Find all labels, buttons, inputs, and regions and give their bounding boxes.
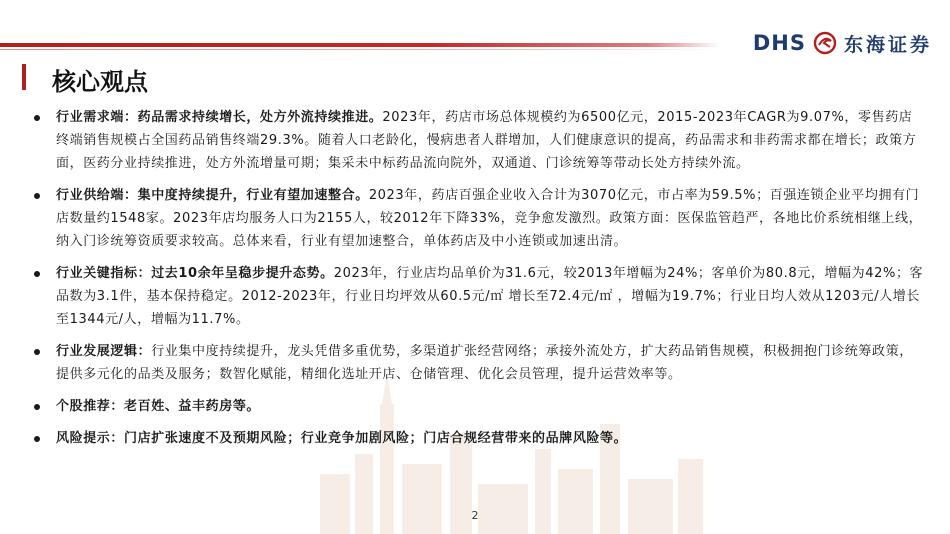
bullet-body: 2023年，药店百强企业收入合计为3070亿元，市占率为59.5%；百强连锁企业平均拥有门店数量约1548家。2023年店均服务人口为2155人，较2012年下降33%，竞争愈发激烈。政策方面：医保监管趋严，各地比价系统相继上线，纳入门诊统筹资质要求较高。总体来看，行业有望加速整合，单体药店及中小连锁或加速出清。	[56, 188, 923, 249]
header-accent-bar	[0, 43, 720, 47]
bullet-label: 风险提示：	[56, 431, 125, 446]
bullet-label: 行业需求端：	[56, 110, 138, 125]
bullet-label: 行业供给端：	[56, 188, 138, 203]
bullet-headline: 过去10余年呈稳步提升态势。	[151, 266, 334, 281]
page-number: 2	[471, 509, 479, 522]
bullet-dot	[34, 193, 40, 199]
bullet-label: 行业发展逻辑：	[56, 344, 152, 359]
list-item-supply	[34, 184, 924, 253]
logo-latin-text: DHS	[752, 31, 806, 55]
bullet-headline: 门店扩张速度不及预期风险；行业竞争加剧风险；门店合规经营带来的品牌风险等。	[124, 431, 628, 446]
list-item-development-logic	[34, 340, 924, 386]
bullet-headline: 老百姓、益丰药房等。	[124, 399, 261, 414]
bullet-dot	[34, 404, 40, 410]
logo-cn-text: 东海证券	[843, 33, 932, 56]
title-marker	[22, 64, 26, 90]
bullet-dot	[34, 436, 40, 442]
bullet-label: 个股推荐：	[56, 399, 125, 414]
bullet-dot	[34, 271, 40, 277]
bullet-headline: 集中度持续提升，行业有望加速整合。	[137, 188, 369, 203]
bullet-body: 2023年，行业店均品单价为31.6元，较2013年增幅为24%；客单价为80.8元，增幅为42%；客品数为3.1件，基本保持稳定。2012-2023年，行业日均坪效从60.5元/㎡ 增长至72.4元/㎡ ，增幅为19.7%；行业日均人效从1203元/人增长至1344元/人，增幅为11.7%。	[56, 266, 924, 327]
list-item-key-metrics	[34, 262, 924, 331]
bullet-body: 2023年，药店市场总体规模约为6500亿元，2015-2023年CAGR为9.07%，零售药店终端销售规模占全国药品销售终端29.3%。随着人口老龄化，慢病患者人群增加，人们健康意识的提高，药品需求和非药需求都在增长；政策方面，医药分业持续推进，处方外流增量可期；集采未中标药品流向院外，双通道、门诊统筹等带动长处方持续外流。	[56, 110, 917, 171]
bullet-label: 行业关键指标：	[56, 266, 152, 281]
header-accent-line	[0, 49, 720, 50]
list-item-risk-warning	[34, 427, 924, 450]
bullet-headline: 药品需求持续增长，处方外流持续推进。	[137, 110, 383, 125]
list-item-demand	[34, 106, 924, 175]
bullet-body: 行业集中度持续提升，龙头凭借多重优势，多渠道扩张经营网络；承接外流处方，扩大药品销售规模，积极拥抱门诊统筹政策，提供多元化的品类及服务；数智化赋能，精细化选址开店、仓储管理、优化会员管理，提升运营效率等。	[56, 344, 913, 382]
page-title: 核心观点	[52, 67, 148, 96]
company-logo	[753, 28, 932, 58]
bullet-dot	[34, 349, 40, 355]
bullet-dot	[34, 115, 40, 121]
list-item-stock-picks	[34, 395, 924, 418]
logo-dragon-icon	[812, 30, 838, 56]
key-points-list	[34, 106, 924, 459]
